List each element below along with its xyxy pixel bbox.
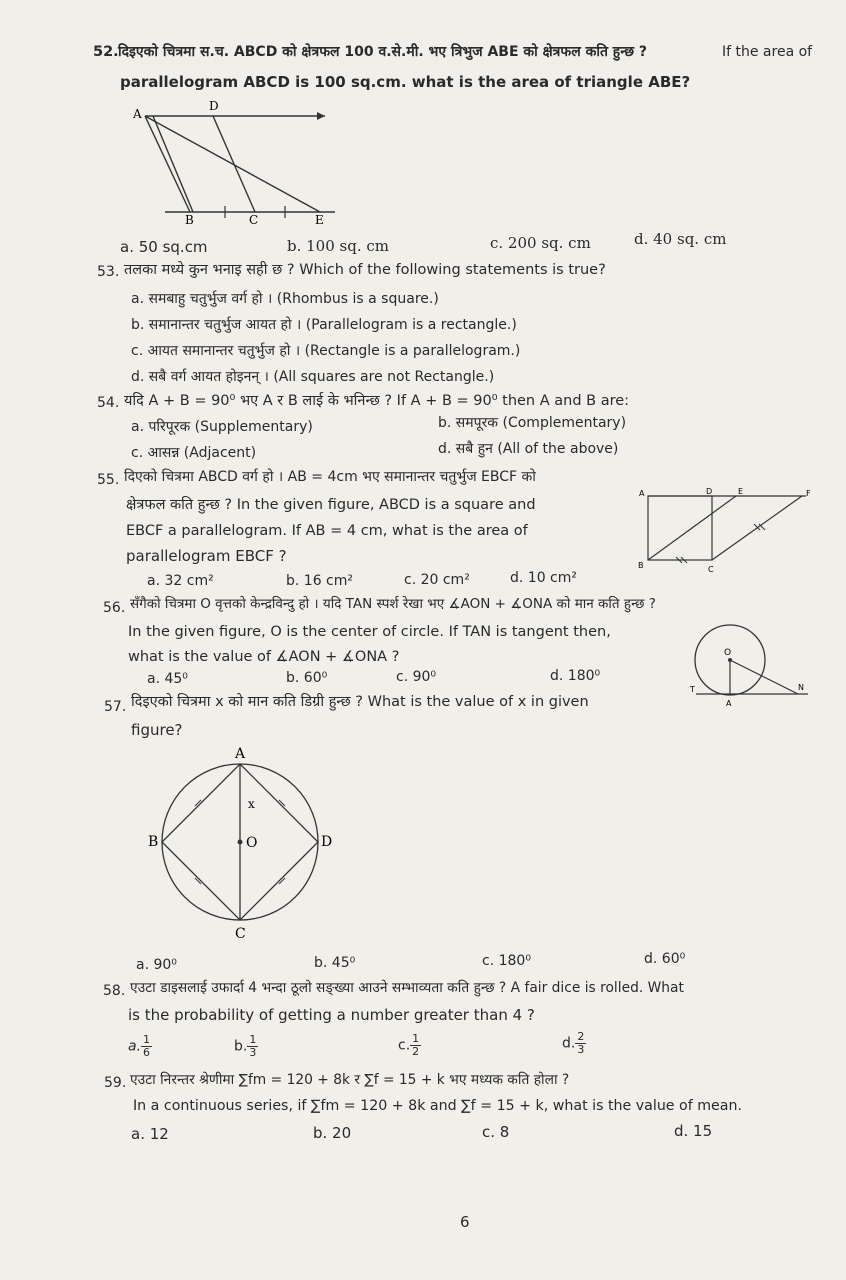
q55-label-f: F	[806, 489, 811, 498]
q52-label-e: E	[315, 213, 324, 227]
q57-figure	[140, 740, 340, 945]
q58-option-a	[128, 1034, 152, 1059]
q57-option-d: d. 60⁰	[644, 951, 686, 967]
q53-option-d: d. सबै वर्ग आयत होइनन् । (All squares are not Rectangle.)	[131, 369, 495, 385]
q58-option-d-fraction	[575, 1031, 586, 1056]
q55-number: 55.	[97, 472, 120, 488]
q56-option-c: c. 90⁰	[396, 669, 437, 685]
q52-text-en-2: parallelogram ABCD is 100 sq.cm. what is the area of triangle ABE?	[120, 73, 691, 91]
q57-label-c: C	[235, 926, 246, 942]
q58-option-d	[562, 1031, 586, 1056]
q52-option-b: b. 100 sq. cm	[287, 237, 389, 255]
q55-line-3: EBCF a parallelogram. If AB = 4 cm, what is the area of	[126, 523, 528, 539]
q58-line-1: एउटा डाइसलाई उफार्दा 4 भन्दा ठूलो सङ्ख्या आउने सम्भाव्यता कति हुन्छ ? A fair dice is rolled. What	[130, 980, 684, 996]
q56-option-a: a. 45⁰	[147, 671, 188, 687]
q57-line-1: दिइएको चित्रमा x को मान कति डिग्री हुन्छ ? What is the value of x in given	[131, 694, 589, 710]
q59-number: 59.	[104, 1075, 127, 1091]
q57-number: 57.	[104, 699, 127, 715]
q55-option-b: b. 16 cm²	[286, 573, 353, 589]
q52-label-a: A	[133, 107, 142, 121]
q52-text-en: If the area of	[722, 44, 813, 60]
q58-option-a-num: 1	[143, 1033, 151, 1046]
q53-text: तलका मध्ये कुन भनाइ सही छ ? Which of the following statements is true?	[124, 262, 606, 278]
q55-line-2: क्षेत्रफल कति हुन्छ ? In the given figure, ABCD is a square and	[126, 497, 536, 513]
q55-label-e: E	[738, 487, 744, 496]
q57-label-b: B	[148, 834, 159, 850]
q52-figure	[125, 98, 345, 228]
q53-option-c: c. आयत समानान्तर चतुर्भुज हो । (Rectangle is a parallelogram.)	[131, 343, 521, 359]
q54-option-d: d. सबै हुन (All of the above)	[438, 441, 619, 457]
q56-option-b: b. 60⁰	[286, 670, 328, 686]
q58-option-c-fraction	[410, 1033, 421, 1058]
q57-label-a: A	[235, 746, 246, 762]
q58-option-b-fraction	[247, 1034, 258, 1059]
q55-label-b: B	[638, 561, 644, 570]
q52-number: 52.	[93, 44, 119, 60]
q54-option-c: c. आसन्न (Adjacent)	[131, 445, 257, 461]
q56-line-3: what is the value of ∡AON + ∡ONA ?	[128, 649, 400, 665]
q57-line-2: figure?	[131, 721, 183, 739]
q58-option-c-prefix: c.	[398, 1037, 411, 1054]
q58-option-b-den: 3	[249, 1046, 257, 1059]
q52-option-c: c. 200 sq. cm	[490, 234, 591, 252]
q52-option-a: a. 50 sq.cm	[120, 238, 208, 256]
q55-line-1: दिएको चित्रमा ABCD वर्ग हो । AB = 4cm भए समानान्तर चतुर्भुज EBCF को	[124, 469, 536, 485]
q58-line-2: is the probability of getting a number greater than 4 ?	[128, 1006, 535, 1024]
q55-label-d: D	[706, 487, 713, 496]
q56-label-n: N	[798, 683, 804, 692]
q57-label-o: O	[246, 835, 258, 851]
q56-line-2: In the given figure, O is the center of circle. If TAN is tangent then,	[128, 624, 611, 640]
q59-option-c: c. 8	[482, 1123, 510, 1141]
q53-option-b: b. समानान्तर चतुर्भुज आयत हो । (Parallelogram is a rectangle.)	[131, 317, 517, 333]
q54-text: यदि A + B = 90⁰ भए A र B लाई के भनिन्छ ? If A + B = 90⁰ then A and B are:	[124, 393, 630, 409]
q55-option-d: d. 10 cm²	[510, 570, 577, 586]
q54-option-a: a. परिपूरक (Supplementary)	[131, 419, 313, 435]
q54-option-b: b. समपूरक (Complementary)	[438, 415, 627, 431]
q59-option-a: a. 12	[131, 1125, 169, 1143]
q52-label-b: B	[185, 213, 194, 227]
q57-option-a: a. 90⁰	[136, 957, 177, 973]
q55-line-4: parallelogram EBCF ?	[126, 547, 287, 565]
q58-option-b	[234, 1034, 258, 1059]
q55-figure	[636, 484, 816, 576]
q52-label-c: C	[249, 213, 259, 227]
q58-option-a-prefix: a.	[128, 1038, 142, 1055]
q58-option-c	[398, 1033, 421, 1058]
q58-option-b-num: 1	[249, 1033, 257, 1046]
q56-option-d: d. 180⁰	[550, 668, 601, 684]
q52-option-d: d. 40 sq. cm	[634, 230, 727, 248]
q58-option-d-num: 2	[577, 1030, 585, 1043]
q58-option-d-den: 3	[577, 1043, 585, 1056]
q55-label-c: C	[708, 565, 714, 574]
q55-option-a: a. 32 cm²	[147, 573, 214, 589]
q59-option-d: d. 15	[674, 1122, 713, 1140]
q55-label-a: A	[639, 489, 645, 498]
q58-option-c-num: 1	[412, 1032, 420, 1045]
q57-option-b: b. 45⁰	[314, 955, 356, 971]
q58-number: 58.	[103, 983, 126, 999]
q52-text-np: दिइएको चित्रमा स.च. ABCD को क्षेत्रफल 100 व.से.मी. भए त्रिभुज ABE को क्षेत्रफल कति हुन्छ ?	[118, 44, 648, 60]
q56-number: 56.	[103, 600, 126, 616]
q57-label-d: D	[321, 834, 333, 850]
page-number: 6	[460, 1213, 470, 1231]
q59-line-2: In a continuous series, if ∑fm = 120 + 8k and ∑f = 15 + k, what is the value of mean.	[133, 1098, 742, 1114]
q55-option-c: c. 20 cm²	[404, 572, 470, 588]
q56-label-a: A	[726, 699, 732, 708]
q58-option-a-fraction	[141, 1034, 152, 1059]
q56-line-1: सँगैको चित्रमा O वृत्तको केन्द्रविन्दु हो । यदि TAN स्पर्श रेखा भए ∡AON + ∡ONA को मान कति हुन्छ ?	[130, 596, 656, 612]
q57-option-c: c. 180⁰	[482, 953, 531, 969]
q58-option-d-prefix: d.	[562, 1035, 576, 1052]
q53-number: 53.	[97, 264, 120, 280]
q56-figure	[686, 622, 816, 708]
q56-label-t: T	[690, 685, 695, 694]
q57-label-x: x	[248, 797, 255, 811]
q59-option-b: b. 20	[313, 1124, 352, 1142]
q53-option-a: a. समबाहु चतुर्भुज वर्ग हो । (Rhombus is a square.)	[131, 291, 439, 307]
q59-line-1: एउटा निरन्तर श्रेणीमा ∑fm = 120 + 8k र ∑f = 15 + k भए मध्यक कति होला ?	[130, 1072, 570, 1088]
q56-label-o: O	[724, 648, 732, 658]
q58-option-b-prefix: b.	[234, 1038, 248, 1055]
q58-option-a-den: 6	[143, 1046, 151, 1059]
q52-label-d: D	[209, 99, 219, 113]
q54-number: 54.	[97, 395, 120, 411]
q58-option-c-den: 2	[412, 1045, 420, 1058]
